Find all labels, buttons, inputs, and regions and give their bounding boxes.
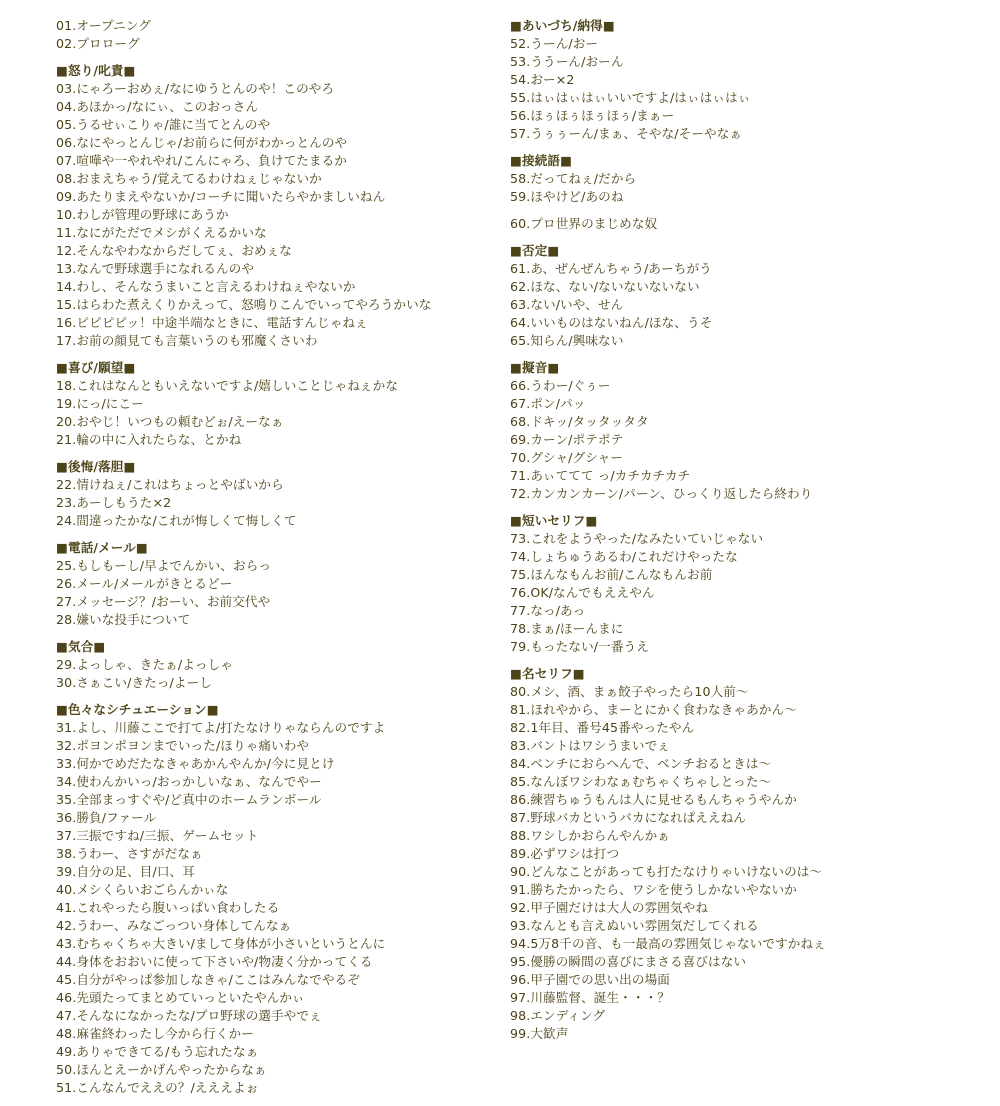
track-item: 36.勝負/ファール (56, 810, 157, 825)
track-item: 48.麻雀終わったし今から行くかー (56, 1026, 254, 1041)
track-item: 52.うーん/おー (510, 36, 599, 51)
section-header: ■名セリフ■ (510, 666, 585, 681)
track-item: 56.ほぅほぅほぅほぅ/まぁー (510, 108, 675, 123)
track-section (510, 359, 950, 503)
track-item: 29.よっしゃ、きたぁ/よっしゃ (56, 657, 233, 672)
track-item: 22.情けねぇ/これはちょっとやばいから (56, 477, 284, 492)
track-section (56, 539, 496, 629)
track-item: 94.5万8千の音、も一最高の雰囲気じゃないですかねぇ (510, 936, 826, 951)
track-item: 23.あーしもうた×2 (56, 495, 172, 510)
track-item: 49.ありゃできてる/もう忘れたなぁ (56, 1044, 259, 1059)
track-section (510, 242, 950, 350)
track-item: 81.ほれやから、まーとにかく食わなきゃあかん〜 (510, 702, 797, 717)
track-item: 95.優勝の瞬間の喜びにまさる喜びはない (510, 954, 747, 969)
track-section (510, 665, 950, 1043)
track-item: 85.なんぼワシわなぁむちゃくちゃしとった〜 (510, 774, 772, 789)
track-item: 74.しょちゅうあるわ/これだけやったな (510, 549, 738, 564)
track-item: 92.甲子園だけは大人の雰囲気やね (510, 900, 709, 915)
track-item: 93.なんとも言えぬいい雰囲気だしてくれる (510, 918, 759, 933)
track-item: 51.こんなんでええの？/えええよぉ (56, 1080, 259, 1095)
track-item: 47.そんなになかったな/プロ野球の選手やでぇ (56, 1008, 322, 1023)
track-item: 53.ううーん/おーん (510, 54, 624, 69)
track-item: 54.おー×2 (510, 72, 575, 87)
track-item: 84.ベンチにおらへんで、ベンチおるときは〜 (510, 756, 772, 771)
track-item: 17.お前の顔見ても言葉いうのも邪魔くさいわ (56, 333, 318, 348)
track-item: 08.おまえちゃう/覚えてるわけねぇじゃないか (56, 171, 322, 186)
track-item: 82.1年目、番号45番やったやん (510, 720, 695, 735)
track-item: 19.にっ/にこー (56, 396, 144, 411)
track-item: 41.これやったら腹いっぱい食わしたる (56, 900, 280, 915)
track-item: 96.甲子園での思い出の場面 (510, 972, 670, 987)
track-item: 10.わしが管理の野球にあうか (56, 207, 229, 222)
track-item: 24.間違ったかな/これが悔しくて悔しくて (56, 513, 297, 528)
track-item: 80.メシ、酒、まぁ餃子やったら10人前〜 (510, 684, 749, 699)
track-list-left-column (56, 17, 496, 1106)
track-section (56, 62, 496, 350)
track-item: 50.ほんとえーかげんやったからなぁ (56, 1062, 267, 1077)
section-header: ■色々なシチュエーション■ (56, 702, 219, 717)
section-header: ■否定■ (510, 243, 560, 258)
track-item: 69.カーン/ポテポテ (510, 432, 624, 447)
track-item: 35.全部まっすぐや/ど真中のホームランボール (56, 792, 322, 807)
track-item: 64.いいものはないねん/ほな、うそ (510, 315, 713, 330)
track-item: 32.ポヨンポヨンまでいった/ほりゃ痛いわや (56, 738, 310, 753)
track-item: 60.プロ世界のまじめな奴 (510, 216, 658, 231)
track-item: 77.なっ/あっ (510, 603, 586, 618)
track-item: 98.エンディング (510, 1008, 606, 1023)
track-item: 43.むちゃくちゃ大きい/まして身体が小さいというとんに (56, 936, 386, 951)
track-section (56, 458, 496, 530)
track-item: 14.わし、そんなうまいこと言えるわけねぇやないか (56, 279, 356, 294)
track-item: 79.もったない/一番うえ (510, 639, 649, 654)
track-item: 21.輪の中に入れたらな、とかね (56, 432, 242, 447)
track-item: 70.グシャ/グシャー (510, 450, 624, 465)
track-item: 78.まぁ/ほーんまに (510, 621, 624, 636)
track-item: 58.だってねぇ/だから (510, 171, 637, 186)
track-item: 40.メシくらいおごらんかぃな (56, 882, 229, 897)
track-item: 72.カンカンカーン/パーン、ひっくり返したら終わり (510, 486, 813, 501)
section-header: ■気合■ (56, 639, 106, 654)
track-item: 88.ワシしかおらんやんかぁ (510, 828, 670, 843)
track-section (56, 701, 496, 1097)
track-item: 28.嫌いな投手について (56, 612, 191, 627)
track-section (510, 17, 950, 143)
track-list-right-column (510, 17, 950, 1052)
track-item: 71.あぃててて っ/カチカチカチ (510, 468, 691, 483)
track-item: 38.うわー、さすがだなぁ (56, 846, 203, 861)
track-section (510, 512, 950, 656)
track-item: 86.練習ちゅうもんは人に見せるもんちゃうやんか (510, 792, 797, 807)
section-header: ■後悔/落胆■ (56, 459, 136, 474)
track-item: 37.三振ですね/三振、ゲームセット (56, 828, 259, 843)
track-item: 12.そんなやわなからだしてぇ、おめぇな (56, 243, 292, 258)
track-item: 09.あたりまえやないか/コーチに聞いたらやかましいねん (56, 189, 386, 204)
track-item: 06.なにやっとんじゃ/お前らに何がわかっとんのや (56, 135, 348, 150)
track-item: 55.はぃはぃはぃいいですよ/はぃはぃはぃ (510, 90, 751, 105)
track-section (56, 359, 496, 449)
track-item: 62.ほな、ない/ないないないない (510, 279, 700, 294)
track-item: 04.あほかっ/なにぃ、このおっさん (56, 99, 259, 114)
section-header: ■喜び/願望■ (56, 360, 136, 375)
track-section (510, 215, 950, 233)
track-item: 15.はらわた煮えくりかえって、怒鳴りこんでいってやろうかいな (56, 297, 432, 312)
track-item: 31.よし、川藤ここで打てよ/打たなけりゃならんのですよ (56, 720, 386, 735)
track-item: 16.ピピピピッ！中途半端なときに、電話すんじゃねぇ (56, 315, 368, 330)
track-item: 05.うるせぃこりゃ/誰に当てとんのや (56, 117, 271, 132)
track-item: 34.使わんかいっ/おっかしいなぁ、なんでやー (56, 774, 322, 789)
section-header: ■電話/メール■ (56, 540, 148, 555)
track-item: 67.ポン/パッ (510, 396, 586, 411)
track-item: 89.必ずワシは打つ (510, 846, 620, 861)
track-section (510, 152, 950, 206)
track-item: 87.野球バカというバカになれぱええねん (510, 810, 747, 825)
track-item: 27.メッセージ？/おーい、お前交代や (56, 594, 271, 609)
track-item: 46.先頭たってまとめていっといたやんかぃ (56, 990, 305, 1005)
section-header: ■擬音■ (510, 360, 560, 375)
track-item: 91.勝ちたかったら、ワシを使うしかないやないか (510, 882, 797, 897)
track-item: 68.ドキッ/タッタッタタ (510, 414, 649, 429)
track-item: 11.なにがただでメシがくえるかいな (56, 225, 267, 240)
track-item: 45.自分がやっぱ参加しなきゃ/ここはみんなでやるぞ (56, 972, 360, 987)
track-item: 76.OK/なんでもええやん (510, 585, 655, 600)
track-item: 20.おやじ！いつもの頼むどぉ/えーなぁ (56, 414, 284, 429)
track-item: 75.ほんなもんお前/こんなもんお前 (510, 567, 713, 582)
track-item: 99.大歓声 (510, 1026, 569, 1041)
track-item: 13.なんで野球選手になれるんのや (56, 261, 255, 276)
track-item: 42.うわー、みなごっつい身体してんなぁ (56, 918, 292, 933)
track-item: 26.メール/メールがきとるどー (56, 576, 233, 591)
track-item: 83.バントはワシうまいでぇ (510, 738, 670, 753)
track-item: 30.さぁこい/きたっ/よーし (56, 675, 212, 690)
track-item: 65.知らん/興味ない (510, 333, 624, 348)
section-header: ■接続語■ (510, 153, 573, 168)
track-item: 90.どんなことがあっても打たなけりゃいけないのは〜 (510, 864, 823, 879)
track-item: 59.ほやけど/あのね (510, 189, 624, 204)
track-section (56, 638, 496, 692)
track-item: 25.もしもーし/早よでんかい、おらっ (56, 558, 272, 573)
track-item: 07.喧嘩や一やれやれ/こんにゃろ、負けてたまるか (56, 153, 347, 168)
track-item: 44.身体をおおいに使って下さいや/物凄く分かってくる (56, 954, 373, 969)
track-item: 18.これはなんともいえないですよ/嬉しいことじゃねぇかな (56, 378, 399, 393)
track-item: 97.川藤監督、誕生・・・？ (510, 990, 670, 1005)
track-section (56, 17, 496, 53)
track-item: 66.うわー/ぐぅー (510, 378, 611, 393)
section-header: ■怒り/叱責■ (56, 63, 136, 78)
track-item: 63.ない/いや、せん (510, 297, 624, 312)
track-item: 02.プロローグ (56, 36, 140, 51)
track-item: 61.あ、ぜんぜんちゃう/あーちがう (510, 261, 712, 276)
track-item: 33.何かでめだたなきゃあかんやんか/今に見とけ (56, 756, 335, 771)
section-header: ■短いセリフ■ (510, 513, 598, 528)
track-item: 03.にゃろーおめぇ/なにゆうとんのや！このやろ (56, 81, 335, 96)
track-item: 39.自分の足、目/口、耳 (56, 864, 195, 879)
track-item: 01.オープニング (56, 18, 151, 33)
track-item: 57.うぅぅーん/まぁ、そやな/そーやなぁ (510, 126, 743, 141)
track-item: 73.これをようやった/なみたいていじゃない (510, 531, 764, 546)
section-header: ■あいづち/納得■ (510, 18, 615, 33)
